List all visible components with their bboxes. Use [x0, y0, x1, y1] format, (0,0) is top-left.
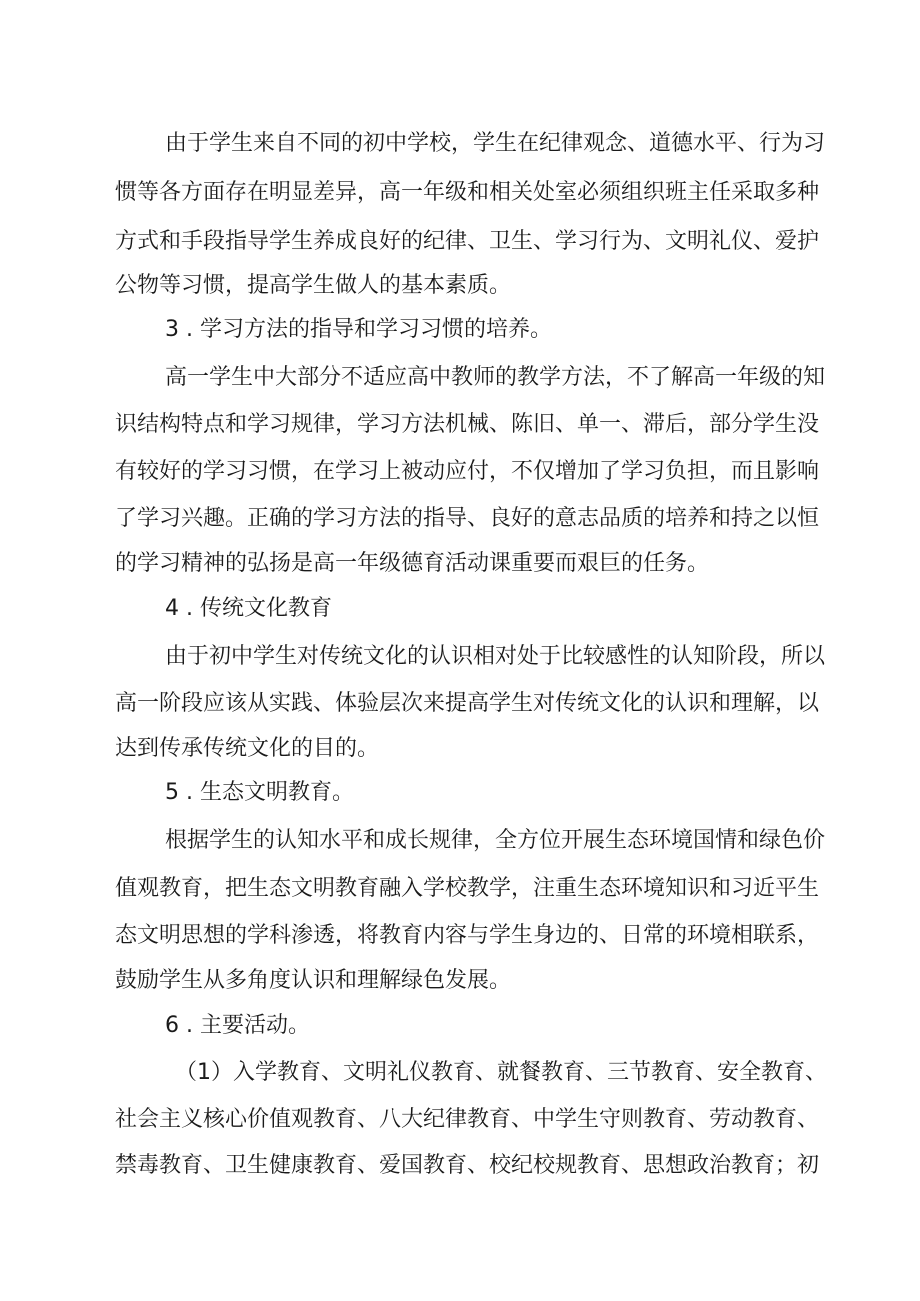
paragraph-line: 由于初中学生对传统文化的认识相对处于比较感性的认知阶段，所以: [165, 644, 826, 669]
paragraph-line: 惯等各方面存在明显差异，高一年级和相关处室必须组织班主任采取多种: [115, 180, 820, 205]
paragraph-line: 方式和手段指导学生养成良好的纪律、卫生、学习行为、文明礼仪、爱护: [115, 229, 820, 254]
paragraph-line: 值观教育，把生态文明教育融入学校教学，注重生态环境知识和习近平生: [115, 876, 820, 901]
paragraph-line: 态文明思想的学科渗透，将教育内容与学生身边的、日常的环境相联系，: [115, 923, 820, 948]
section-heading: 4 . 传统文化教育: [165, 596, 332, 621]
paragraph-line: 禁毒教育、卫生健康教育、爱国教育、校纪校规教育、思想政治教育；初: [115, 1153, 820, 1178]
paragraph-line: 公物等习惯，提高学生做人的基本素质。: [115, 273, 512, 298]
paragraph-line: （1）入学教育、文明礼仪教育、就餐教育、三节教育、安全教育、: [175, 1060, 827, 1085]
paragraph-line: 鼓励学生从多角度认识和理解绿色发展。: [115, 968, 512, 993]
section-heading: 3 . 学习方法的指导和学习习惯的培养。: [165, 317, 552, 342]
paragraph-line: 识结构特点和学习规律，学习方法机械、陈旧、单一、滞后，部分学生没: [115, 412, 820, 437]
paragraph-line: 高一学生中大部分不适应高中教师的教学方法，不了解高一年级的知: [165, 365, 826, 390]
paragraph-line: 社会主义核心价值观教育、八大纪律教育、中学生守则教育、劳动教育、: [115, 1107, 820, 1132]
paragraph-line: 达到传承传统文化的目的。: [115, 736, 380, 761]
paragraph-line: 有较好的学习习惯，在学习上被动应付，不仅增加了学习负担，而且影响: [115, 459, 820, 484]
paragraph-line: 高一阶段应该从实践、体验层次来提高学生对传统文化的认识和理解，以: [115, 691, 820, 716]
paragraph-line: 由于学生来自不同的初中学校，学生在纪律观念、道德水平、行为习: [165, 131, 826, 156]
paragraph-line: 的学习精神的弘扬是高一年级德育活动课重要而艰巨的任务。: [115, 551, 710, 576]
section-heading: 6 . 主要活动。: [165, 1013, 310, 1038]
paragraph-line: 根据学生的认知水平和成长规律，全方位开展生态环境国情和绿色价: [165, 828, 826, 853]
section-heading: 5 . 生态文明教育。: [165, 780, 354, 805]
paragraph-line: 了学习兴趣。正确的学习方法的指导、良好的意志品质的培养和持之以恒: [115, 506, 820, 531]
